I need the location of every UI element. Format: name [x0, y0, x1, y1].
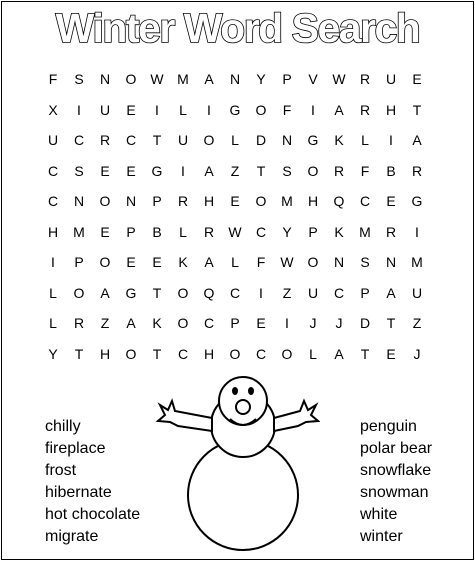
grid-letter[interactable]: R	[177, 193, 189, 210]
grid-letter[interactable]: N	[385, 254, 397, 271]
grid-letter[interactable]: F	[256, 254, 266, 271]
grid-letter[interactable]: P	[308, 223, 318, 240]
grid-letter[interactable]: P	[282, 71, 292, 88]
grid-letter[interactable]: L	[49, 315, 57, 332]
grid-letter[interactable]: I	[259, 284, 263, 301]
grid-letter[interactable]: E	[126, 162, 136, 179]
grid-letter[interactable]: O	[307, 162, 319, 179]
grid-letter[interactable]: O	[125, 345, 137, 362]
grid-letter[interactable]: I	[389, 132, 393, 149]
grid-letter[interactable]: E	[100, 223, 110, 240]
grid-letter[interactable]: L	[231, 254, 239, 271]
grid-letter[interactable]: O	[73, 284, 85, 301]
grid-letter[interactable]: I	[285, 315, 289, 332]
grid-letter[interactable]: M	[359, 223, 371, 240]
grid-letter[interactable]: O	[99, 254, 111, 271]
grid-letter[interactable]: O	[307, 254, 319, 271]
grid-letter[interactable]: R	[359, 71, 371, 88]
grid-letter[interactable]: O	[203, 132, 215, 149]
grid-letter[interactable]: Y	[256, 71, 266, 88]
grid-letter[interactable]: A	[100, 284, 110, 301]
grid-letter[interactable]: R	[73, 315, 85, 332]
grid-letter[interactable]: R	[99, 132, 111, 149]
grid-letter[interactable]: U	[47, 132, 59, 149]
grid-letter[interactable]: C	[333, 284, 345, 301]
grid-letter[interactable]: E	[230, 193, 240, 210]
grid-letter[interactable]: N	[281, 132, 293, 149]
grid-letter[interactable]: Y	[282, 223, 292, 240]
grid-letter[interactable]: T	[152, 284, 162, 301]
grid-letter[interactable]: U	[411, 284, 423, 301]
grid-letter[interactable]: Z	[230, 162, 240, 179]
snowman-right-eye	[248, 387, 254, 395]
grid-letter[interactable]: B	[152, 223, 162, 240]
grid-row	[40, 278, 440, 309]
grid-letter[interactable]: G	[125, 284, 137, 301]
grid-letter[interactable]: K	[152, 315, 162, 332]
grid-letter[interactable]: E	[386, 345, 396, 362]
grid-letter[interactable]: E	[412, 71, 422, 88]
grid-letter[interactable]: L	[361, 132, 369, 149]
grid-letter[interactable]: K	[334, 132, 344, 149]
word-list-item: frost	[45, 462, 77, 479]
grid-letter[interactable]: O	[177, 315, 189, 332]
grid-letter[interactable]: F	[360, 162, 370, 179]
grid-letter[interactable]: N	[333, 254, 345, 271]
grid-letter[interactable]: C	[47, 193, 59, 210]
grid-letter[interactable]: C	[229, 284, 241, 301]
grid-letter[interactable]: M	[411, 254, 423, 271]
grid-letter[interactable]: E	[386, 193, 396, 210]
snowman-icon	[150, 363, 320, 558]
grid-row	[40, 217, 440, 248]
grid-letter[interactable]: N	[229, 71, 241, 88]
grid-letter[interactable]: U	[307, 284, 319, 301]
grid-letter[interactable]: R	[411, 162, 423, 179]
grid-letter[interactable]: K	[334, 223, 344, 240]
grid-letter[interactable]: G	[307, 132, 319, 149]
word-list-item: winter	[360, 528, 403, 545]
grid-letter[interactable]: F	[282, 101, 292, 118]
grid-letter[interactable]: A	[204, 254, 214, 271]
grid-letter[interactable]: U	[99, 101, 111, 118]
word-list-item: snowman	[360, 484, 429, 501]
grid-row	[40, 308, 440, 339]
grid-letter[interactable]: R	[203, 223, 215, 240]
grid-letter[interactable]: X	[48, 101, 58, 118]
grid-letter[interactable]: Z	[412, 315, 422, 332]
grid-letter[interactable]: P	[152, 193, 162, 210]
grid-letter[interactable]: H	[307, 193, 319, 210]
grid-letter[interactable]: C	[47, 162, 59, 179]
grid-letter[interactable]: I	[51, 254, 55, 271]
grid-letter[interactable]: A	[386, 284, 396, 301]
grid-letter[interactable]: G	[151, 162, 163, 179]
grid-row	[40, 64, 440, 95]
grid-letter[interactable]: Y	[48, 345, 58, 362]
grid-letter[interactable]: N	[99, 71, 111, 88]
grid-letter[interactable]: L	[179, 223, 187, 240]
snowman-right-arm	[274, 401, 318, 431]
word-list-item: polar bear	[360, 440, 433, 457]
grid-letter[interactable]: E	[126, 101, 136, 118]
grid-letter[interactable]: C	[255, 345, 267, 362]
grid-letter[interactable]: G	[411, 193, 423, 210]
grid-letter[interactable]: J	[309, 315, 317, 332]
grid-letter[interactable]: E	[100, 162, 110, 179]
grid-letter[interactable]: N	[125, 193, 137, 210]
grid-letter[interactable]: H	[203, 193, 215, 210]
grid-letter[interactable]: A	[412, 132, 422, 149]
grid-letter[interactable]: S	[360, 254, 370, 271]
grid-letter[interactable]: H	[203, 345, 215, 362]
grid-letter[interactable]: H	[47, 223, 59, 240]
grid-letter[interactable]: O	[177, 284, 189, 301]
grid-letter[interactable]: Z	[100, 315, 110, 332]
grid-letter[interactable]: L	[49, 284, 57, 301]
grid-letter[interactable]: I	[311, 101, 315, 118]
grid-letter[interactable]: V	[308, 71, 318, 88]
word-list-item: snowflake	[360, 462, 432, 479]
grid-letter[interactable]: A	[334, 101, 344, 118]
grid-letter[interactable]: P	[360, 284, 370, 301]
grid-letter[interactable]: J	[335, 315, 343, 332]
grid-letter[interactable]: T	[74, 345, 84, 362]
grid-letter[interactable]: K	[178, 254, 188, 271]
grid-letter[interactable]: I	[415, 223, 419, 240]
grid-letter[interactable]: T	[152, 132, 162, 149]
grid-letter[interactable]: D	[255, 132, 267, 149]
grid-letter[interactable]: J	[413, 345, 421, 362]
grid-letter[interactable]: C	[177, 345, 189, 362]
grid-letter[interactable]: A	[204, 162, 214, 179]
grid-letter[interactable]: A	[126, 315, 136, 332]
letter-grid	[40, 64, 440, 369]
grid-letter[interactable]: W	[280, 254, 294, 271]
grid-letter[interactable]: B	[386, 162, 396, 179]
grid-letter[interactable]: N	[73, 193, 85, 210]
grid-letter[interactable]: O	[281, 345, 293, 362]
grid-letter[interactable]: Q	[333, 193, 345, 210]
grid-letter[interactable]: T	[152, 345, 162, 362]
word-list-item: penguin	[360, 418, 417, 435]
grid-letter[interactable]: O	[99, 193, 111, 210]
grid-letter[interactable]: E	[256, 315, 266, 332]
grid-letter[interactable]: E	[126, 254, 136, 271]
grid-letter[interactable]: S	[282, 162, 292, 179]
grid-letter[interactable]: P	[74, 254, 84, 271]
grid-letter[interactable]: C	[203, 315, 215, 332]
grid-row	[40, 95, 440, 126]
grid-letter[interactable]: T	[360, 345, 370, 362]
grid-letter[interactable]: T	[386, 315, 396, 332]
grid-letter[interactable]: T	[412, 101, 422, 118]
grid-letter[interactable]: H	[385, 101, 397, 118]
grid-letter[interactable]: U	[177, 132, 189, 149]
grid-row	[40, 125, 440, 156]
grid-letter[interactable]: M	[177, 71, 189, 88]
grid-letter[interactable]: I	[181, 162, 185, 179]
grid-letter[interactable]: L	[179, 101, 187, 118]
grid-letter[interactable]: P	[126, 223, 136, 240]
grid-letter[interactable]: I	[155, 101, 159, 118]
grid-letter[interactable]: A	[334, 345, 344, 362]
snowman-nose	[236, 400, 250, 414]
grid-letter[interactable]: F	[48, 71, 58, 88]
grid-letter[interactable]: L	[309, 345, 317, 362]
grid-letter[interactable]: M	[281, 193, 293, 210]
grid-letter[interactable]: A	[204, 71, 214, 88]
grid-letter[interactable]: W	[228, 223, 242, 240]
grid-letter[interactable]: I	[207, 101, 211, 118]
grid-letter[interactable]: C	[255, 223, 267, 240]
grid-letter[interactable]: G	[229, 101, 241, 118]
grid-letter[interactable]: S	[74, 162, 84, 179]
grid-letter[interactable]: C	[359, 193, 371, 210]
grid-letter[interactable]: U	[385, 71, 397, 88]
word-list-item: hibernate	[45, 484, 112, 501]
word-list-item: white	[360, 506, 398, 523]
grid-letter[interactable]: T	[256, 162, 266, 179]
snowman-left-arm	[158, 401, 212, 431]
grid-letter[interactable]: Z	[282, 284, 292, 301]
grid-row	[40, 247, 440, 278]
grid-letter[interactable]: E	[152, 254, 162, 271]
grid-letter[interactable]: L	[231, 132, 239, 149]
grid-letter[interactable]: C	[73, 132, 85, 149]
grid-letter[interactable]: C	[125, 132, 137, 149]
grid-letter[interactable]: Q	[203, 284, 215, 301]
grid-letter[interactable]: S	[74, 71, 84, 88]
word-list-right	[360, 416, 432, 548]
grid-letter[interactable]: O	[255, 101, 267, 118]
grid-letter[interactable]: O	[125, 71, 137, 88]
grid-row	[40, 186, 440, 217]
grid-letter[interactable]: H	[99, 345, 111, 362]
word-list-item: fireplace	[45, 440, 106, 457]
grid-letter[interactable]: W	[332, 71, 346, 88]
grid-letter[interactable]: R	[333, 162, 345, 179]
grid-letter[interactable]: R	[385, 223, 397, 240]
word-list-item: hot chocolate	[45, 506, 141, 523]
grid-letter[interactable]: D	[359, 315, 371, 332]
grid-letter[interactable]: P	[230, 315, 240, 332]
grid-letter[interactable]: W	[150, 71, 164, 88]
grid-letter[interactable]: O	[255, 193, 267, 210]
grid-letter[interactable]: R	[359, 101, 371, 118]
word-list-item: chilly	[45, 418, 81, 435]
snowman-left-eye	[232, 387, 238, 395]
page-title: Winter Word Search	[55, 5, 420, 51]
grid-letter[interactable]: I	[77, 101, 81, 118]
word-list-item: migrate	[45, 528, 99, 545]
grid-letter[interactable]: M	[73, 223, 85, 240]
word-list-left	[45, 416, 140, 548]
grid-letter[interactable]: O	[229, 345, 241, 362]
grid-row	[40, 156, 440, 187]
